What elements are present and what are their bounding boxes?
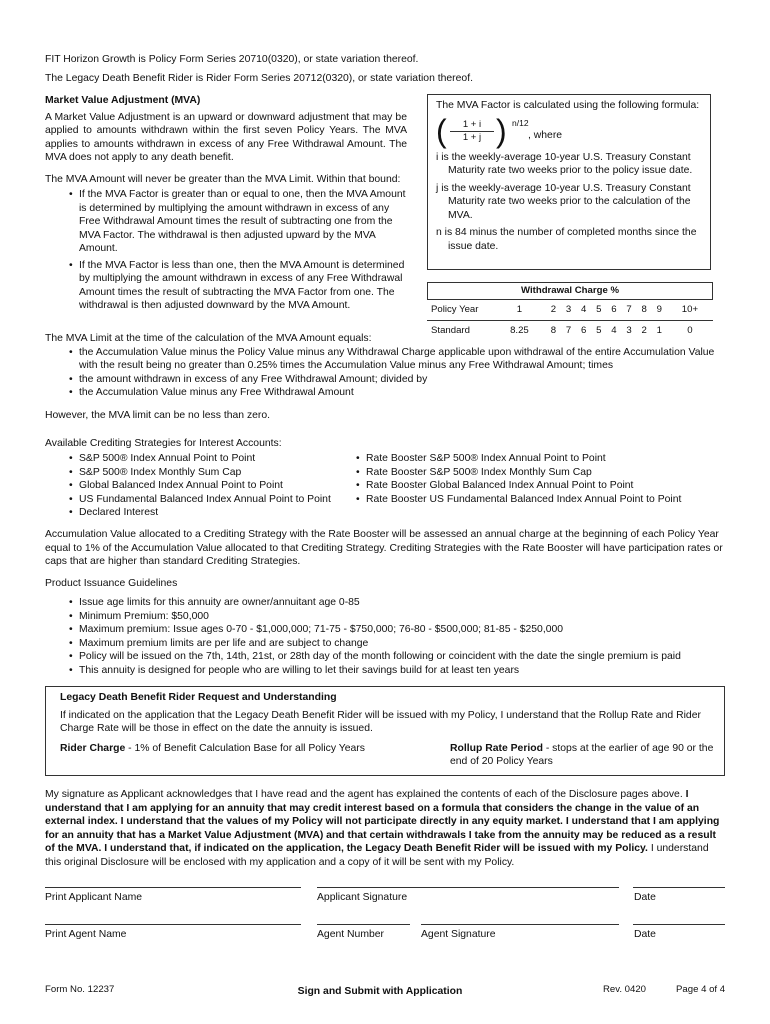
- list-item: • US Fundamental Balanced Index Annual Point to Point: [63, 493, 353, 507]
- crediting-title: Available Crediting Strategies for Interest Accounts:: [45, 438, 282, 449]
- table-cell: 3: [565, 304, 572, 316]
- table-cell: 4: [606, 321, 621, 342]
- rollup-rate-period: [450, 742, 720, 769]
- applicant-signature-label: Applicant Signature: [317, 892, 408, 903]
- print-agent-label: Print Agent Name: [45, 929, 127, 940]
- formula-fraction: [450, 119, 494, 144]
- formula-box: [427, 94, 711, 270]
- rider-title: Legacy Death Benefit Rider Request and Understanding: [60, 692, 337, 703]
- table-cell: 6: [576, 321, 591, 342]
- left-paren-icon: (: [436, 112, 447, 149]
- agent-number-label: Agent Number: [317, 929, 384, 940]
- form-series-line: FIT Horizon Growth is Policy Form Series 20710(0320), or state variation thereof.: [45, 54, 419, 65]
- ack-bold: I understand that I am applying for an annuity that may credit interest based on a formula that considers the change in the value of an external index. I understand that the values of my Policy will not participate directly in any equity market. I understand that I am applying for an annuity that has a Market Value Adjustment (MVA) and that certain withdrawals I take from the annuity may be reduced as a result of the MVA. I understand that, if indicated on the application, the Legacy Death Benefit Rider will be issued with my Policy.: [45, 789, 720, 854]
- table-cell: 1: [652, 321, 667, 342]
- formula-intro: The MVA Factor is calculated using the following formula:: [436, 100, 700, 111]
- table-cell: 6: [611, 304, 617, 316]
- rate-booster-note: Accumulation Value allocated to a Crediting Strategy with the Rate Booster will be assessed an annual charge at the beginning of each Policy Year equal to 1% of the Accumulation Value allocated to that Crediting Strategy. Crediting Strategies with the Rate Booster will have participation rates or caps that are higher than standard Crediting Strategies.: [45, 529, 723, 567]
- policy-year-label: Policy Year: [431, 304, 479, 316]
- crediting-list-left: [63, 452, 353, 520]
- formula-where: , where: [528, 129, 563, 141]
- mva-title: Market Value Adjustment (MVA): [45, 95, 201, 106]
- list-item: • Issue age limits for this annuity are owner/annuitant age 0-85: [63, 596, 723, 610]
- formula-def-i: i is the weekly-average 10-year U.S. Treasury Constant Maturity rate two weeks prior to the policy issue date.: [436, 151, 693, 176]
- signature-acknowledgement: [45, 788, 725, 869]
- table-cell: 9: [656, 304, 662, 316]
- formula-denominator: 1 + j: [450, 131, 494, 144]
- list-item: • Rate Booster Global Balanced Index Annual Point to Point: [350, 479, 720, 493]
- rider-charge-label: Rider Charge: [60, 742, 126, 754]
- table-cell: 8: [546, 321, 561, 342]
- list-item: • Rate Booster S&P 500® Index Annual Point to Point: [350, 452, 720, 466]
- list-item: • Minimum Premium: $50,000: [63, 610, 723, 624]
- rollup-text: - stops at the earlier of age 90 or the end of 20 Policy Years: [450, 742, 714, 767]
- date-line-2[interactable]: [633, 924, 725, 925]
- withdrawal-charge-title: Withdrawal Charge %: [427, 282, 713, 300]
- list-item: • This annuity is designed for people who are willing to let their savings build for at least ten years: [63, 664, 723, 678]
- list-item: • the Accumulation Value minus any Free Withdrawal Amount: [63, 386, 725, 400]
- table-cell: 3: [622, 321, 637, 342]
- page-number: Page 4 of 4: [676, 984, 726, 995]
- list-item: • the Accumulation Value minus the Policy Value minus any Withdrawal Charge applicable upon withdrawal of the entire Accumulation Value with the result being no greater than 0.25% times the Accumulation Value minus any Free Withdrawal Amount; times: [63, 346, 725, 373]
- list-item: • Rate Booster S&P 500® Index Monthly Sum Cap: [350, 466, 720, 480]
- applicant-name-line[interactable]: [45, 887, 301, 888]
- agent-number-line[interactable]: [317, 924, 410, 925]
- footer-center: Sign and Submit with Application: [297, 986, 463, 997]
- rider-text: If indicated on the application that the Legacy Death Benefit Rider will be issued with my Policy, I understand that the Rollup Rate and Rider Charge Rate will be those in effect on the date the annuity is issued.: [60, 709, 701, 734]
- table-cell: 8: [641, 304, 647, 316]
- table-cell: 0: [667, 321, 713, 342]
- formula-exponent: n/12: [512, 117, 529, 128]
- mva-limit-section: [45, 332, 725, 422]
- table-cell: 7: [626, 304, 632, 316]
- list-item: • S&P 500® Index Monthly Sum Cap: [63, 466, 353, 480]
- list-item: • Rate Booster US Fundamental Balanced Index Annual Point to Point: [350, 493, 720, 507]
- rollup-label: Rollup Rate Period: [450, 742, 543, 754]
- mva-bullets: [45, 188, 407, 313]
- list-item: • Declared Interest: [63, 506, 353, 520]
- ack-lead: My signature as Applicant acknowledges that I have read and the agent has explained the contents of each of the Disclosure pages above.: [45, 789, 686, 800]
- formula-numerator: 1 + i: [462, 118, 482, 130]
- table-cell: 5: [591, 321, 606, 342]
- issuance-title: Product Issuance Guidelines: [45, 578, 178, 589]
- issuance-list: [63, 596, 723, 677]
- table-cell: 8.25: [493, 321, 546, 342]
- list-item: • If the MVA Factor is less than one, then the MVA Amount is determined by multiplying the amount withdrawn in excess of any Free Withdrawal Amount times the result of subtracting the MVA Factor from one. The withdrawal is then adjusted downward by the MVA Amount.: [63, 259, 407, 313]
- mva-limit-title: The MVA Limit at the time of the calculation of the MVA Amount equals:: [45, 333, 372, 344]
- table-cell: 4: [581, 304, 587, 316]
- print-applicant-label: Print Applicant Name: [45, 892, 143, 903]
- list-item: • If the MVA Factor is greater than or equal to one, then the MVA Amount is determined by multiplying the amount withdrawn in excess of any Free Withdrawal Amount times the result of subtracting one from the MVA Factor. The withdrawal is then adjusted upward by the MVA Amount.: [63, 188, 407, 256]
- date-label-2: Date: [634, 929, 656, 940]
- table-cell: 2: [637, 321, 652, 342]
- applicant-signature-line[interactable]: [317, 887, 619, 888]
- table-row: [427, 300, 713, 321]
- mva-section: [45, 94, 407, 313]
- list-item: • Global Balanced Index Annual Point to Point: [63, 479, 353, 493]
- table-cell: 1: [516, 304, 523, 316]
- list-item: • Policy will be issued on the 7th, 14th, 21st, or 28th day of the month following or coincident with the date the single premium is paid: [63, 650, 723, 664]
- form-number: Form No. 12237: [45, 984, 115, 995]
- list-item: • S&P 500® Index Annual Point to Point: [63, 452, 353, 466]
- list-item: • the amount withdrawn in excess of any Free Withdrawal Amount; divided by: [63, 373, 725, 387]
- table-cell: 7: [561, 321, 576, 342]
- revision: Rev. 0420: [603, 984, 647, 995]
- mva-formula: [436, 112, 702, 151]
- right-paren-icon: ): [496, 112, 507, 149]
- list-item: • Maximum premium: Issue ages 0-70 - $1,000,000; 71-75 - $750,000; 76-80 - $500,000; 81-85 - $250,000: [63, 623, 723, 637]
- date-line-1[interactable]: [633, 887, 725, 888]
- table-cell: 2: [550, 304, 557, 316]
- rider-series-line: The Legacy Death Benefit Rider is Rider Form Series 20712(0320), or state variation thereof.: [45, 73, 473, 84]
- table-cell: 5: [596, 304, 602, 316]
- agent-signature-label: Agent Signature: [421, 929, 496, 940]
- standard-label: Standard: [427, 321, 493, 342]
- mva-limit-floor: However, the MVA limit can be no less than zero.: [45, 409, 271, 421]
- mva-intro: A Market Value Adjustment is an upward or downward adjustment that may be applied to amounts withdrawn within the first seven Policy Years. The MVA applies to amounts withdrawn in excess of any Free Withdrawal Amount. The MVA does not apply to any death benefit.: [45, 111, 407, 163]
- agent-name-line[interactable]: [45, 924, 301, 925]
- mva-limit-bullets: [45, 346, 725, 400]
- formula-def-n: n is 84 minus the number of completed months since the issue date.: [436, 227, 697, 252]
- crediting-list-right: [350, 452, 720, 506]
- ack-tail: I understand this original Disclosure will be enclosed with my application and a copy of it will be sent with my Policy.: [45, 843, 709, 868]
- rider-box: [45, 686, 725, 776]
- agent-signature-line[interactable]: [421, 924, 619, 925]
- mva-limit-intro: The MVA Amount will never be greater than the MVA Limit. Within that bound:: [45, 173, 401, 185]
- date-label-1: Date: [634, 892, 656, 903]
- list-item: • Maximum premium limits are per life and are subject to change: [63, 637, 723, 651]
- table-cell: 10+: [681, 304, 699, 316]
- rider-charge: [60, 742, 430, 756]
- rider-charge-text: - 1% of Benefit Calculation Base for all Policy Years: [125, 742, 365, 754]
- formula-def-j: j is the weekly-average 10-year U.S. Treasury Constant Maturity rate two weeks prior to the calculation of the MVA.: [436, 182, 691, 221]
